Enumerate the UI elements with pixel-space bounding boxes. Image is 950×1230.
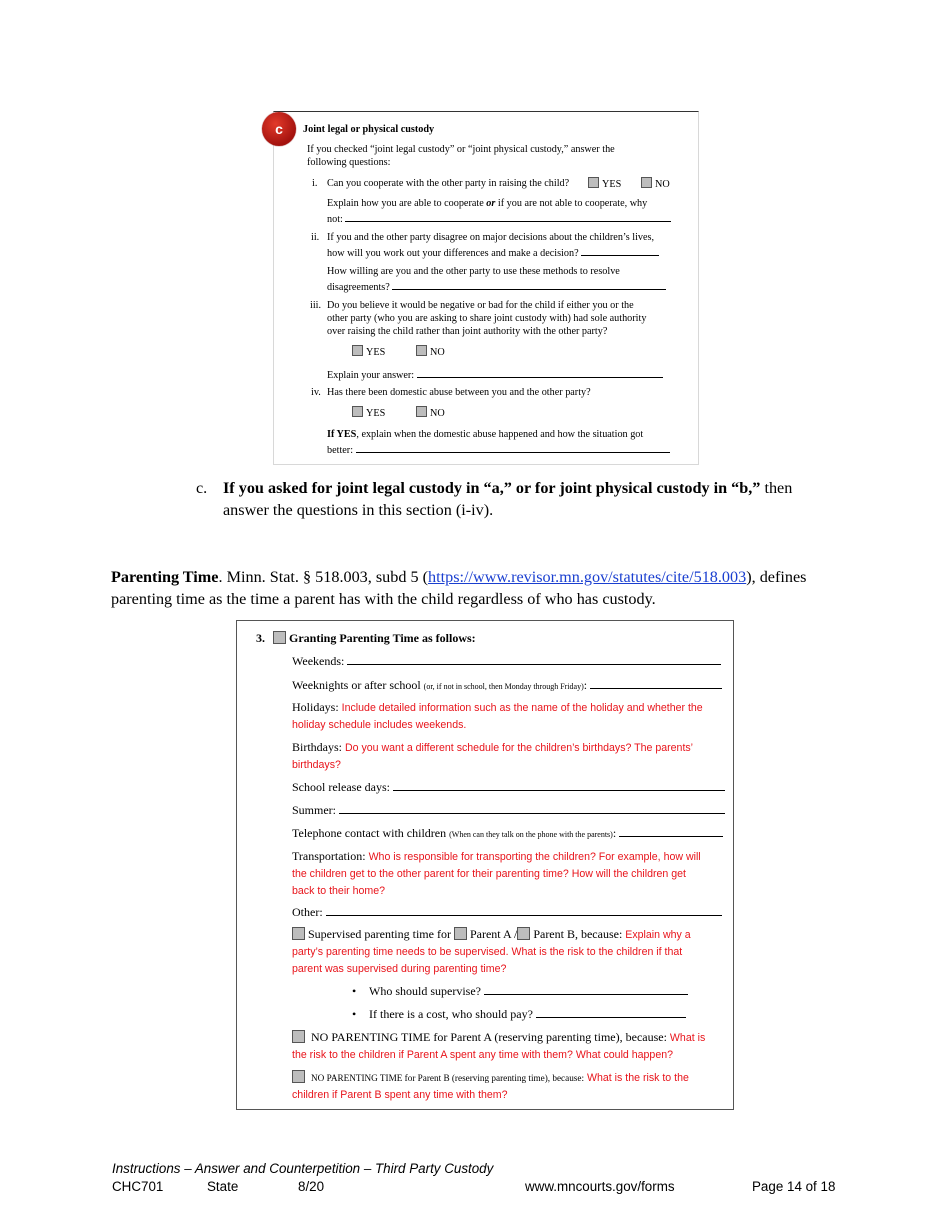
supervised-item: Supervised parenting time for Parent A / Parent B, because: Explain why a party’s parenting time needs to be supervised. What is the risk to the children if that parent was supervised during parenting time? <box>292 927 691 975</box>
supervised-checkbox[interactable] <box>292 927 305 940</box>
footer-website: www.mncourts.gov/forms <box>525 1179 675 1194</box>
summer-field[interactable]: Summer: <box>292 802 725 818</box>
q4-better-field[interactable]: better: <box>327 441 670 457</box>
q1-no-option[interactable] <box>641 177 670 191</box>
q1-no-label: NO <box>655 179 670 190</box>
footer-jurisdiction: State <box>207 1179 239 1194</box>
holidays-item: Holidays: Include detailed information such as the name of the holiday and whether the holiday schedule includes weekends. <box>292 700 703 731</box>
transportation-item: Transportation: Who is responsible for transporting the children? For example, how will the children get to the other parent for their parenting time? How will the children get back to their home? <box>292 849 701 897</box>
q1-number: i. <box>312 178 318 189</box>
q4-no-option[interactable]: NO <box>416 406 445 420</box>
q2-number: ii. <box>311 232 320 243</box>
q2-willing-field[interactable]: disagreements? <box>327 278 666 294</box>
parenting-time-heading: Parenting Time <box>111 568 219 586</box>
q1-yes-label: YES <box>602 179 622 190</box>
q1-yes-option[interactable] <box>588 177 621 191</box>
card-3-title-row[interactable] <box>273 630 476 646</box>
footer-date: 8/20 <box>298 1179 325 1194</box>
q4-yes-option[interactable]: YES <box>352 406 385 420</box>
no-parenting-b-item: NO PARENTING TIME for Parent B (reserving parenting time), because: What is the risk to the children if Parent B spent any time with them? <box>292 1072 689 1101</box>
q3-line-1: Do you believe it would be negative or bad for the child if either you or the <box>327 300 634 311</box>
school-release-field[interactable]: School release days: <box>292 779 725 795</box>
weeknights-field[interactable]: Weeknights or after school (or, if not in school, then Monday through Friday): <box>292 677 722 695</box>
parenting-time-paragraph: Parenting Time. Minn. Stat. § 518.003, subd 5 (https://www.revisor.mn.gov/statutes/cite/518.003), defines parenting time as the time a parent has with the child regardless of who has custody. <box>111 568 807 608</box>
q1-explain-field[interactable]: not: <box>327 210 671 226</box>
bullet-2: • <box>352 1007 357 1021</box>
no-parenting-b-checkbox[interactable] <box>292 1070 305 1083</box>
card-c-intro-1: If you checked “joint legal custody” or “joint physical custody,” answer the <box>307 144 615 155</box>
cost-field[interactable]: If there is a cost, who should pay? <box>369 1006 686 1022</box>
item-c-marker: c. <box>196 479 208 497</box>
q3-yes-option[interactable]: YES <box>352 345 385 359</box>
birthdays-item: Birthdays: Do you want a different schedule for the children’s birthdays? The parents’ birthdays? <box>292 740 694 771</box>
card-c-intro-2: following questions: <box>307 157 391 168</box>
q3-number: iii. <box>310 300 322 311</box>
footer-form-code: CHC701 <box>112 1179 164 1194</box>
no-parenting-a-item: NO PARENTING TIME for Parent A (reserving parenting time), because: What is the risk to the children if Parent A spent any time with them? What could happen? <box>292 1030 706 1061</box>
q1-question: Can you cooperate with the other party in raising the child? <box>327 178 570 189</box>
q2-line-2-field[interactable]: how will you work out your differences and make a decision? <box>327 244 659 260</box>
q3-line-2: other party (who you are asking to share joint custody with) had sole authority <box>327 313 647 324</box>
q1-explain: Explain how you are able to cooperate or if you are not able to cooperate, why <box>327 198 648 209</box>
telephone-field[interactable]: Telephone contact with children (When can they talk on the phone with the parents): <box>292 825 723 843</box>
parent-a-checkbox[interactable] <box>454 927 467 940</box>
q4-no-checkbox[interactable] <box>416 406 427 417</box>
q1-yes-checkbox[interactable] <box>588 177 599 188</box>
q4-question: Has there been domestic abuse between you and the other party? <box>327 387 591 398</box>
section-badge <box>262 112 296 146</box>
weekends-field[interactable]: Weekends: <box>292 653 721 669</box>
q3-line-3: over raising the child rather than joint authority with the other party? <box>327 326 608 337</box>
q1-no-checkbox[interactable] <box>641 177 652 188</box>
q3-yes-checkbox[interactable] <box>352 345 363 356</box>
q2-willing-1: How willing are you and the other party to use these methods to resolve <box>327 266 620 277</box>
who-supervise-field[interactable]: Who should supervise? <box>369 983 688 999</box>
q3-no-checkbox[interactable] <box>416 345 427 356</box>
footer-title: Instructions – Answer and Counterpetition – Third Party Custody <box>112 1161 494 1176</box>
card-c-title: Joint legal or physical custody <box>303 124 435 135</box>
footer-page-number: Page 14 of 18 <box>752 1179 836 1194</box>
q4-number: iv. <box>311 387 321 398</box>
q4-if-yes: If YES, explain when the domestic abuse happened and how the situation got <box>327 429 644 440</box>
no-parenting-a-checkbox[interactable] <box>292 1030 305 1043</box>
parent-b-checkbox[interactable] <box>517 927 530 940</box>
bullet-1: • <box>352 984 357 998</box>
q4-yes-checkbox[interactable] <box>352 406 363 417</box>
card-3-title: Granting Parenting Time as follows: <box>289 631 476 645</box>
other-field[interactable]: Other: <box>292 904 722 920</box>
card-3-number: 3. <box>256 631 265 645</box>
statute-link[interactable]: https://www.revisor.mn.gov/statutes/cite/518.003 <box>428 568 747 586</box>
granting-checkbox[interactable] <box>273 631 286 644</box>
q3-explain-field[interactable]: Explain your answer: <box>327 366 663 382</box>
q2-line-1: If you and the other party disagree on major decisions about the children’s lives, <box>327 232 655 243</box>
q3-no-option[interactable]: NO <box>416 345 445 359</box>
item-c-text: If you asked for joint legal custody in “a,” or for joint physical custody in “b,” then answer the questions in this section (i-iv). <box>223 479 793 519</box>
badge-letter: c <box>275 121 283 137</box>
